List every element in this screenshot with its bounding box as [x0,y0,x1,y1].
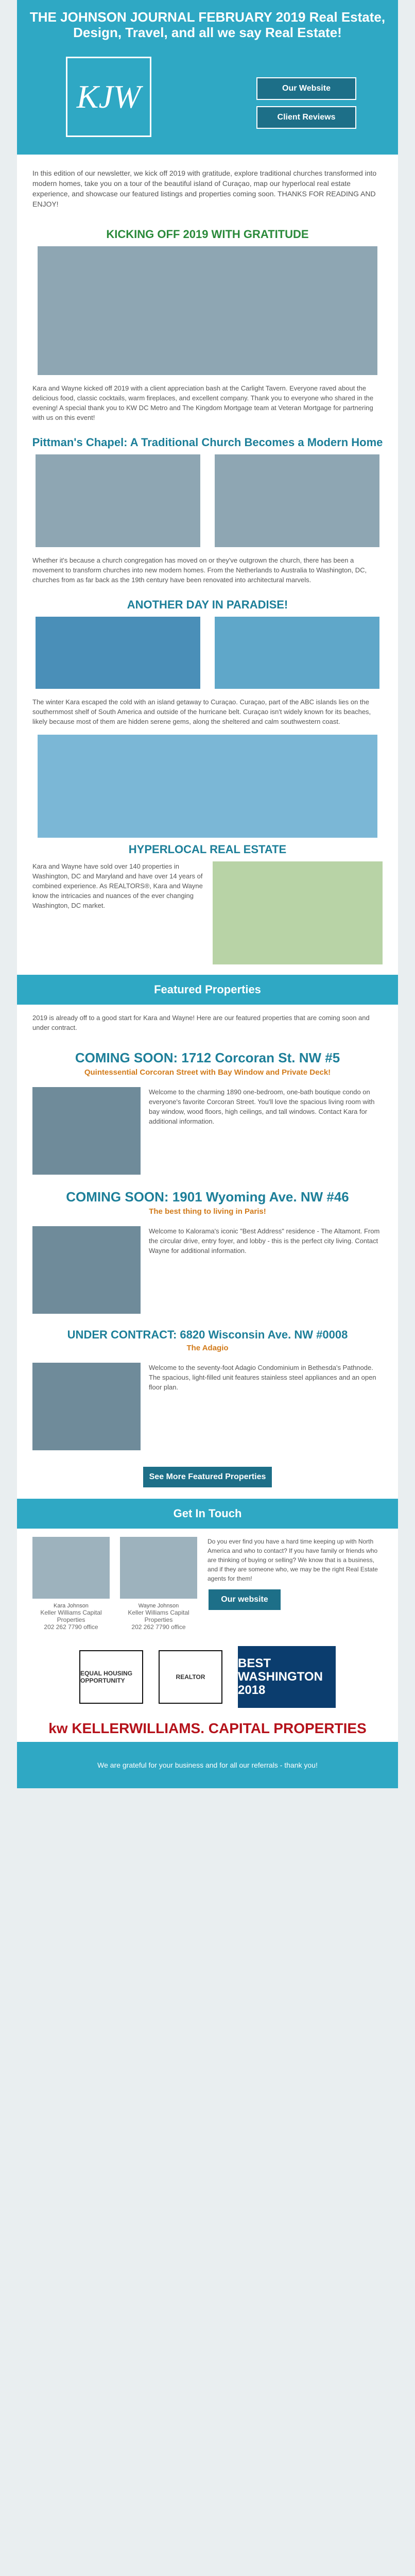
section-title-paradise: ANOTHER DAY IN PARADISE! [127,598,288,611]
property-1-title: COMING SOON: 1712 Corcoran St. NW #5 [75,1050,340,1065]
gratitude-text: Kara and Wayne kicked off 2019 with a client appreciation bash at the Carlight Tavern. Everyone raved about the delicious food, classic cocktails, warm fireplaces, and excellent company. Thank you to everyone who shared in the evening! A special thank you to KW DC Metro and The Kingdom Mortgage team at Veteran Mortgage for partnering with us on this event! [32,384,374,421]
paradise-text: The winter Kara escaped the cold with an island getaway to Curaçao. Curaçao, part of the ABC islands lies on the southernmost shelf of South America and outside of the hurricane belt. Curaçao isn't widely known for its beaches, likely because most of them are hidden serene gems, along the sheltered and calm southwestern coast. [32,698,371,725]
property-2-text: Welcome to Kalorama's iconic "Best Address" residence - The Altamont. From the circular drive, entry foyer, and lobby - this is the perfect city living. Contact Wayne for additional information. [149,1227,380,1255]
footer-band: We are grateful for your business and for all our referrals - thank you! [17,1742,398,1788]
logos-row [17,1639,398,1715]
kjw-logo [66,57,151,137]
section-title-gratitude: KICKING OFF 2019 WITH GRATITUDE [106,228,309,241]
agent-wayne-company: Keller Williams Capital Properties [128,1609,189,1623]
agent-kara-photo [32,1537,110,1599]
property-1 [17,1082,398,1180]
newsletter-title: THE JOHNSON JOURNAL FEBRUARY 2019 Real Estate, Design, Travel, and all we say Real Estate! [29,9,386,40]
agent-wayne-photo [120,1537,197,1599]
property-1-tagline: Quintessential Corcoran Street with Bay Window and Private Deck! [84,1068,331,1077]
newsletter-sheet [17,0,398,1788]
agent-kara-phone: 202 262 7790 office [44,1623,98,1631]
featured-band: Featured Properties [17,975,398,1005]
agent-wayne-phone: 202 262 7790 office [131,1623,186,1631]
client-reviews-button[interactable]: Client Reviews [256,106,356,129]
pittman-photo-interior [215,454,379,547]
agent-kara-name: Kara Johnson [54,1603,89,1609]
property-2-tagline: The best thing to living in Paris! [149,1207,266,1216]
kw-logo: kw KELLERWILLIAMS. CAPITAL PROPERTIES [48,1720,367,1736]
gratitude-photo [38,246,377,375]
best-washington-logo: BEST WASHINGTON 2018 [238,1646,336,1708]
contact-band: Get In Touch [17,1499,398,1529]
property-2 [17,1221,398,1319]
property-2-photo [32,1226,141,1314]
agent-kara [32,1537,110,1631]
property-3-title: UNDER CONTRACT: 6820 Wisconsin Ave. NW #0008 [67,1328,348,1341]
agent-wayne [120,1537,197,1631]
logo-text: KJW [76,78,141,115]
contact-website-button[interactable]: Our website [208,1588,282,1611]
property-2-title: COMING SOON: 1901 Wyoming Ave. NW #46 [66,1189,349,1205]
curacao-panorama [38,735,377,838]
more-properties-button[interactable]: See More Featured Properties [142,1466,273,1488]
hyperlocal-text: Kara and Wayne have sold over 140 properties in Washington, DC and Maryland and have over 14 years of combined experience. As REALTORS®, Kara and Wayne know the intricacies and nuances of the ever changing Washington, DC market. [32,862,203,909]
pittman-photo-exterior [36,454,200,547]
featured-intro: 2019 is already off to a good start for Kara and Wayne! Here are our featured properties that are coming soon and under contract. [32,1014,370,1031]
curacao-photo-2 [215,617,379,689]
property-3-photo [32,1363,141,1450]
agent-kara-company: Keller Williams Capital Properties [40,1609,102,1623]
pittman-text: Whether it's because a church congregation has moved on or they've outgrown the church, there has been a movement to transform churches into new modern homes. From the Netherlands to Australia to Washington, DC, churches from as far back as the 19th century have been renovated into architectural marvels. [32,556,367,584]
agent-wayne-name: Wayne Johnson [138,1603,179,1609]
curacao-photo-1 [36,617,200,689]
section-title-hyperlocal: HYPERLOCAL REAL ESTATE [128,843,287,856]
property-1-photo [32,1087,141,1175]
section-title-pittman: Pittman's Chapel: A Traditional Church Becomes a Modern Home [32,436,383,449]
contact-row [17,1529,398,1639]
property-3-tagline: The Adagio [186,1344,229,1352]
header [17,0,398,155]
property-3-text: Welcome to the seventy-foot Adagio Condominium in Bethesda's Pathnode. The spacious, light-filled unit features stainless steel appliances and an open floor plan. [149,1364,376,1391]
website-button[interactable]: Our Website [256,77,356,100]
property-1-text: Welcome to the charming 1890 one-bedroom, one-bath boutique condo on everyone's favorite Corcoran Street. You'll love the spacious living room with bay window, wood floors, high ceilings, and tall windows. Contact Kara for additional information. [149,1088,375,1125]
property-3 [17,1358,398,1455]
equal-housing-logo: EQUAL HOUSING OPPORTUNITY [79,1650,143,1704]
hyperlocal-map [213,861,383,964]
intro-text: In this edition of our newsletter, we kick off 2019 with gratitude, explore traditional churches transformed into modern homes, take you on a tour of the beautiful island of Curaçao, map our hyperlocal real estate experience, and showcase our featured listings and properties coming soon. THANKS FOR READING AND ENJOY! [32,169,377,208]
contact-message: Do you ever find you have a hard time keeping up with North America and who to contact? If you have family or friends who are thinking of buying or selling? We know that is a business, and if they are someone who, we may be the right Real Estate agents for them! [208,1538,378,1582]
realtor-logo: REALTOR [159,1650,222,1704]
